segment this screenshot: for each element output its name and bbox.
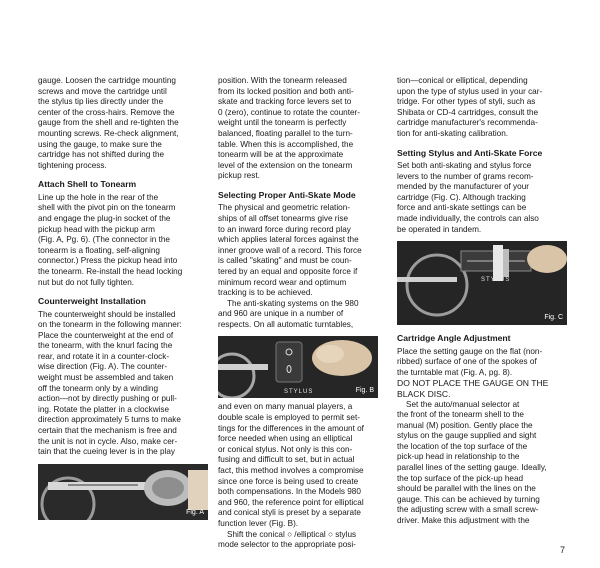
text-line: table. When this is accomplished, the <box>218 139 354 149</box>
text-line: gauge. Loosen the cartridge mounting <box>38 76 176 85</box>
warning-paragraph <box>397 378 567 399</box>
figure-a-label: Fig. A <box>186 508 204 516</box>
text-line: double scale is employed to permit set- <box>218 413 360 423</box>
text-line: screws and move the cartridge until <box>38 86 167 96</box>
text-line: tracking is to be achieved. <box>218 288 313 298</box>
text-line: the front of the tonearm shell to the <box>397 410 524 420</box>
text-line: the tonearm, with the knurl facing the <box>38 341 173 351</box>
text-line: the unit is not in cycle. Also, make cer- <box>38 436 178 446</box>
stylus-type-paragraph <box>397 76 567 140</box>
double-scale-paragraph <box>218 402 378 529</box>
text-line: shell with the pivot pin on the tonearm <box>38 203 176 213</box>
anti-skate-paragraph <box>218 203 378 298</box>
text-line: be operated in tandem. <box>397 224 482 234</box>
text-line: tered by an equal and opposite force if <box>218 266 358 276</box>
text-line: tion for anti-skating calibration. <box>397 128 509 138</box>
cartridge-angle-paragraph <box>397 347 567 379</box>
text-line: Line up the hole in the rear of the <box>38 192 159 202</box>
text-line: upon the type of stylus used in your car- <box>397 86 543 96</box>
text-line: to an inward force during record play <box>218 224 351 234</box>
text-line: tain that the cueing lever is in the play <box>38 447 175 457</box>
text-line: (Fig. A, Pg. 6). (The connector in the <box>38 235 170 245</box>
text-line: balanced, floating parallel to the turn- <box>218 128 353 138</box>
text-line: and engage the plug-in socket of the <box>38 213 171 223</box>
text-line: cartridge has not shifted during the <box>38 150 165 160</box>
text-line: mode selector to the appropriate posi- <box>218 540 356 550</box>
page-number: 7 <box>560 545 566 555</box>
text-line: ing. Rotate the platter in a clockwise <box>38 404 170 414</box>
text-line: gauge. This can be achieved by turning <box>397 494 540 504</box>
text-line: cartridge manufacturer's recommenda- <box>397 118 538 128</box>
text-line: driver. Make this adjustment with the <box>397 516 530 526</box>
text-line: gauge from the shell and re-tighten the <box>38 118 179 128</box>
text-line: minimum record wear and optimum <box>218 277 347 287</box>
text-line: the stylus tip lies directly under the <box>38 97 164 107</box>
text-line: fusing and difficult to set, but in actual <box>218 455 355 465</box>
text-line: Place the setting gauge on the flat (non- <box>397 346 543 356</box>
text-line: Place the counterweight at the end of <box>38 330 174 340</box>
text-line: from its locked position and both anti- <box>218 86 354 96</box>
text-line: function lever (Fig. B). <box>218 519 299 528</box>
counterweight-paragraph <box>38 310 208 458</box>
text-line: pickup head with the pickup arm <box>38 224 155 234</box>
anti-skate-mode-heading: Selecting Proper Anti-Skate Mode <box>218 189 356 200</box>
alignment-paragraph <box>38 76 208 171</box>
text-line: the location of the top surface of the <box>397 441 528 451</box>
text-line: force and anti-skate settings can be <box>397 203 527 213</box>
text-line: respects. On all automatic turntables, <box>218 319 354 329</box>
text-line: made individually, the controls can also <box>397 213 539 223</box>
tonearm-counterweight-illustration <box>38 464 208 520</box>
text-line: off the tonearm only by a winding <box>38 383 159 393</box>
text-line: parallel lines of the setting gauge. Ideally, <box>397 463 547 473</box>
text-line: both compensations. In the Models 980 <box>218 487 361 497</box>
column-right <box>397 76 567 527</box>
column-left <box>38 76 208 524</box>
angle-adjustment-paragraph <box>397 400 567 527</box>
text-line: Set the auto/manual selector at <box>406 399 520 409</box>
text-line: pick-up head in relationship to the <box>397 452 520 462</box>
figure-c-photo <box>397 241 567 325</box>
text-line: on the tonearm in the following manner: <box>38 320 182 330</box>
text-line: tion—conical or elliptical, depending <box>397 76 528 85</box>
text-line: The anti-skating systems on the 980 <box>227 298 359 308</box>
column-middle <box>218 76 378 551</box>
text-line: or conical stylus. Not only is this con- <box>218 444 353 454</box>
text-line: wise direction (Fig. A). The counter- <box>38 362 168 372</box>
text-line: connector.) Press the pickup head into <box>38 256 178 266</box>
text-line: center of the cross-hairs. Remove the <box>38 107 175 117</box>
text-line: rear, and rotate it in a counter-clock- <box>38 351 170 361</box>
figure-c-label: Fig. C <box>544 314 563 322</box>
text-line: Set both anti-skating and stylus force <box>397 160 532 170</box>
text-line: skate and tracking force levers set to <box>218 97 352 107</box>
text-line: ships of all offset tonearms give rise <box>218 213 349 223</box>
text-line: fact, this method involves a compromise <box>218 466 364 476</box>
text-line: should be parallel with the lines on the <box>397 484 536 494</box>
cartridge-angle-heading: Cartridge Angle Adjustment <box>397 333 511 344</box>
text-line: Shibata or CD-4 cartridges, consult the <box>397 107 539 117</box>
stylus-force-heading: Setting Stylus and Anti-Skate Force <box>397 147 543 158</box>
text-line: 0 (zero), continue to rotate the counter- <box>218 107 360 117</box>
text-line: using the gauge, to make sure the <box>38 139 162 149</box>
text-line: the turntable mat (Fig. A, pg. 8). <box>397 367 513 377</box>
text-line: manual (M) position. Gently place the <box>397 420 533 430</box>
text-line: the tonearm. Re-install the head locking <box>38 266 183 276</box>
text-line: Shift the conical ○ /elliptical ○ stylus <box>227 529 357 539</box>
text-line: weight must be assembled and taken <box>38 373 174 383</box>
text-line: pickup rest. <box>218 171 260 181</box>
text-line: certain that the mechanism is free and <box>38 426 177 436</box>
text-line: tridge. For other types of styli, such as <box>397 97 536 107</box>
text-line: force needed when using an elliptical <box>218 434 353 444</box>
attach-shell-paragraph <box>38 193 208 288</box>
figure-a-photo <box>38 464 208 520</box>
text-line: BLACK DISC. <box>397 388 451 399</box>
text-line: The physical and geometric relation- <box>218 203 350 213</box>
text-line: which applies lateral forces against the <box>218 235 359 245</box>
stylus-panel-text: STYLUS <box>284 389 314 396</box>
text-line: nut but do not fully tighten. <box>38 277 135 287</box>
text-line: tonearm is a floating, self-aligning <box>38 245 160 255</box>
text-line: mounting screws. Re-check alignment, <box>38 128 179 138</box>
text-line: and 960, the reference point for elliptical <box>218 497 364 507</box>
text-line: the adjusting screw with a small screw- <box>397 505 539 515</box>
balance-paragraph <box>218 76 378 182</box>
text-line: position. With the tonearm released <box>218 76 347 85</box>
text-line: inner groove wall of a record. This force <box>218 245 362 255</box>
text-line: The counterweight should be installed <box>38 309 176 319</box>
text-line: mended by the manufacturer of your <box>397 182 529 192</box>
text-line: levers to the number of grams recom- <box>397 171 534 181</box>
text-line: cartridge (Fig. C). Although tracking <box>397 192 526 202</box>
text-line: stylus on the gauge supplied and sight <box>397 431 537 441</box>
attach-shell-heading: Attach Shell to Tonearm <box>38 179 137 190</box>
text-line: and conical styli is preset by a separate <box>218 508 361 518</box>
text-line: since one force is being used to create <box>218 476 359 486</box>
text-line: DO NOT PLACE THE GAUGE ON THE <box>397 378 549 389</box>
text-line: weight until the tonearm is perfectly <box>218 118 347 128</box>
text-line: direction approximately 5 turns to make <box>38 415 181 425</box>
figure-b-label: Fig. B <box>355 387 374 395</box>
text-line: tonearm will be at the approximate <box>218 150 344 160</box>
counterweight-heading: Counterweight Installation <box>38 296 146 307</box>
text-line: is called "skating" and must be coun- <box>218 256 352 266</box>
text-line: and even on many manual players, a <box>218 402 353 412</box>
anti-skate-systems-paragraph <box>218 299 378 331</box>
text-line: tightening process. <box>38 160 107 170</box>
stylus-force-paragraph <box>397 161 567 235</box>
shift-selector-paragraph <box>218 530 378 551</box>
text-line: tings for the differences in the amount of <box>218 423 364 433</box>
stylus-panel-text: STYLUS <box>481 277 511 284</box>
figure-b-photo <box>218 336 378 398</box>
text-line: level of the extension on the tonearm <box>218 160 353 170</box>
text-line: action—not by directly pushing or pull- <box>38 394 177 404</box>
text-line: ribbed) surface of one of the spokes of <box>397 357 537 367</box>
text-line: and 960 are unique in a number of <box>218 309 344 319</box>
text-line: the top surface of the pick-up head <box>397 473 524 483</box>
